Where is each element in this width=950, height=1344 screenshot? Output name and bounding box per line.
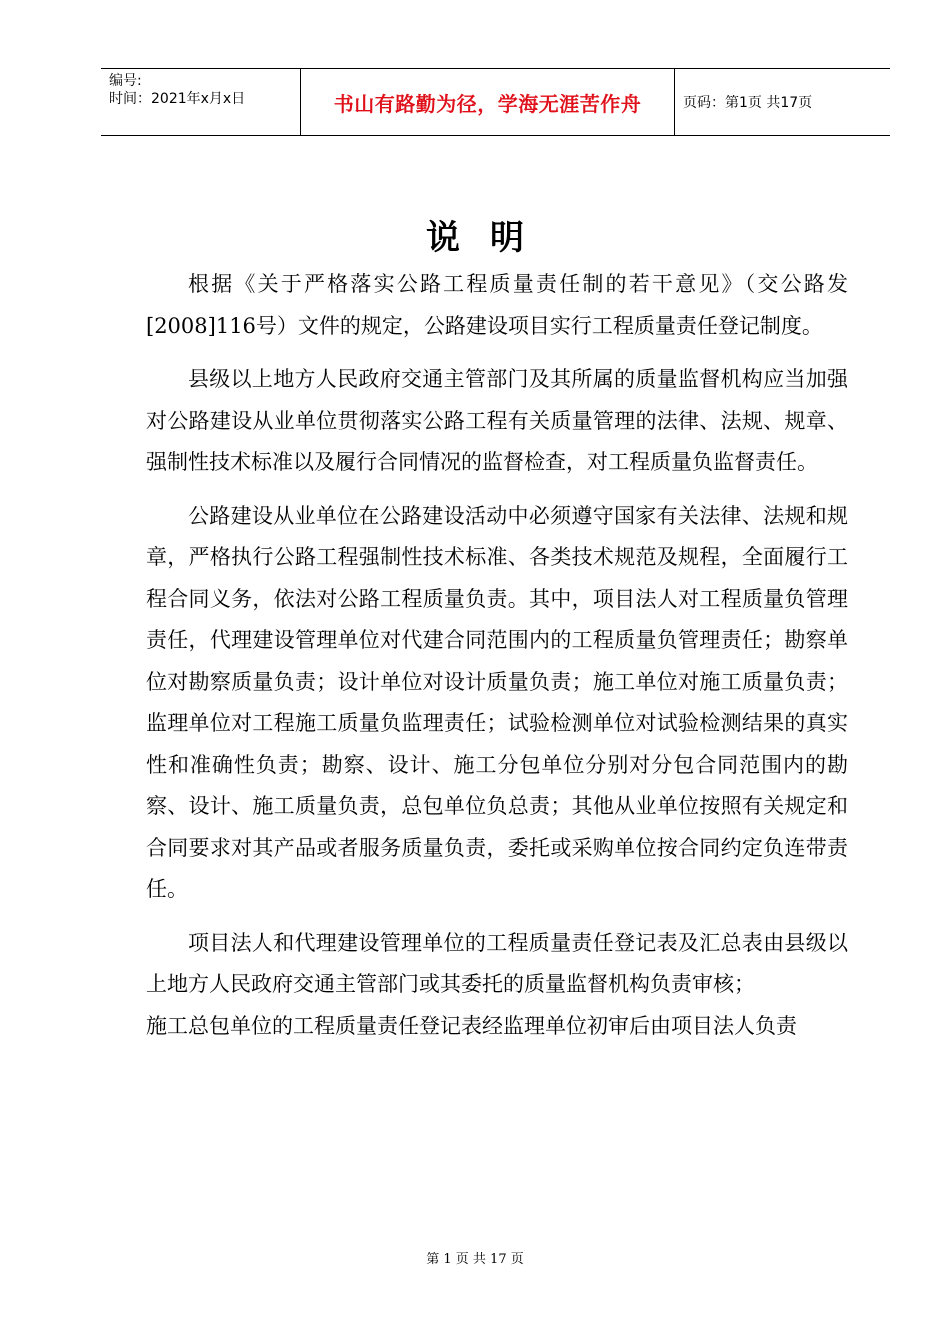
page-info-text: 页码：第1页 共17页 (683, 95, 813, 111)
document-body (146, 264, 848, 1047)
header-motto-cell (301, 69, 675, 135)
paragraph: 施工总包单位的工程质量责任登记表经监理单位初审后由项目法人负责 (146, 1013, 797, 1038)
header-meta (101, 69, 301, 135)
paragraph: 公路建设从业单位在公路建设活动中必须遵守国家有关法律、法规和规章，严格执行公路工程强制性技术标准、各类技术规范及规程，全面履行工程合同义务，依法对公路工程质量负责。其中，项目法人对工程质量负管理责任，代理建设管理单位对代建合同范围内的工程质量负管理责任；勘察单位对勘察质量负责；设计单位对设计质量负责；施工单位对施工质量负责；监理单位对工程施工质量负监理责任；试验检测单位对试验检测结果的真实性和准确性负责；勘察、设计、施工分包单位分别对分包合同范围内的勘察、设计、施工质量负责，总包单位负总责；其他从业单位按照有关规定和合同要求对其产品或者服务质量负责，委托或采购单位按合同约定负连带责任。 (146, 503, 848, 901)
paragraph: 项目法人和代理建设管理单位的工程质量责任登记表及汇总表由县级以上地方人民政府交通主管部门或其委托的质量监督机构负责审核； (146, 930, 848, 996)
paragraph: 县级以上地方人民政府交通主管部门及其所属的质量监督机构应当加强对公路建设从业单位贯彻落实公路工程有关质量管理的法律、法规、规章、强制性技术标准以及履行合同情况的监督检查，对工程质量负监督责任。 (146, 367, 848, 474)
page-footer: 第 1 页 共 17 页 (426, 1252, 524, 1267)
page-title: 说明 (426, 218, 554, 258)
header-page-info (675, 69, 890, 135)
document-header (101, 68, 890, 136)
paragraph: 根据《关于严格落实公路工程质量责任制的若干意见》（交公路发[2008]116号）文件的规定，公路建设项目实行工程质量责任登记制度。 (146, 272, 848, 338)
time-label: 时间：2021年x月x日 (109, 91, 246, 107)
motto-text: 书山有路勤为径，学海无涯苦作舟 (333, 91, 642, 116)
number-label: 编号: (109, 73, 142, 89)
